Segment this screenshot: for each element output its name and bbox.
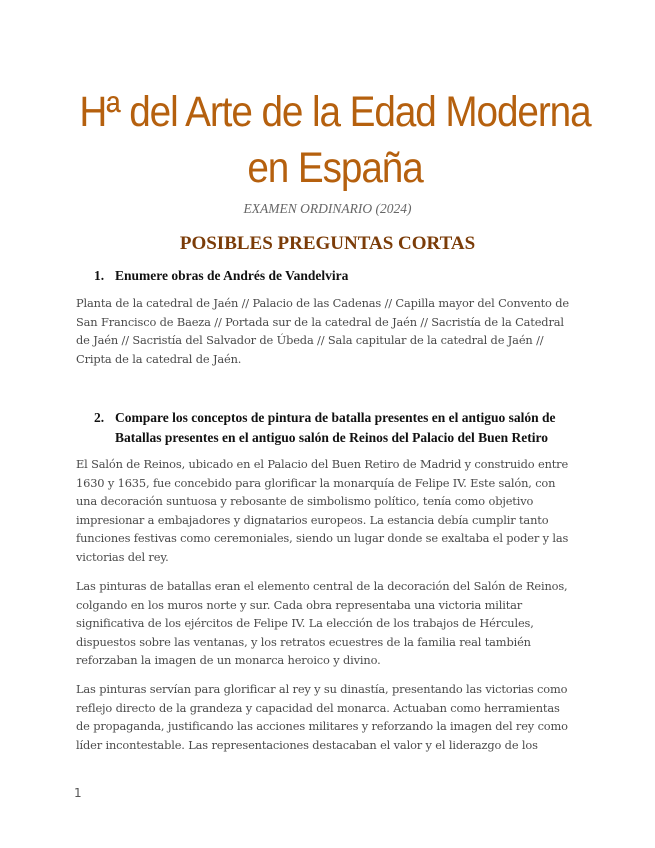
answer-paragraph: Las pinturas servían para glorificar al rey y su dinastía, presentando las victorias como reflejo directo de la grandeza y capacidad del monarca. Actuaban como herramientas de propaganda, justificando las acciones militares y reforzando la imagen del rey como líder incontestable. Las representaciones destacaban el valor y el liderazgo de los xyxy=(76,682,568,752)
question-1-heading xyxy=(96,266,586,286)
question-text: Enumere obras de Andrés de Vandelvira xyxy=(115,268,349,283)
answer-paragraph: Planta de la catedral de Jaén // Palacio de las Cadenas // Capilla mayor del Convento de San Francisco de Baeza // Portada sur de la catedral de Jaén // Sacristía de la Catedral de Jaén // Sacristía del Salvador de Úbeda // Sala capitular de la catedral de Jaén // Cripta de la catedral de Jaén. xyxy=(76,296,569,366)
question-text: Compare los conceptos de pintura de batalla presentes en el antiguo salón de Batallas presentes en el antiguo salón de Reinos del Palacio del Buen Retiro xyxy=(115,410,556,445)
question-2-heading xyxy=(96,408,586,448)
page-number: 1 xyxy=(74,786,82,800)
question-number: 2. xyxy=(94,410,105,425)
question-number: 1. xyxy=(94,268,105,283)
section-heading: POSIBLES PREGUNTAS CORTAS xyxy=(179,233,476,254)
answer-paragraph: Las pinturas de batallas eran el elemento central de la decoración del Salón de Reinos, colgando en los muros norte y sur. Cada obra representaba una victoria militar significativa de los ejércitos de Felipe IV. La elección de los trabajos de Hércules, dispuestos sobre las ventanas, y los retratos ecuestres de la familia real también reforzaban la imagen de un monarca heroico y divino. xyxy=(76,579,568,668)
document-title: Hª del Arte de la Edad Moderna en España xyxy=(79,88,591,192)
document-subtitle: EXAMEN ORDINARIO (2024) xyxy=(243,201,412,216)
answer-paragraph: El Salón de Reinos, ubicado en el Palacio del Buen Retiro de Madrid y construido entre 1630 y 1635, fue concebido para glorificar la monarquía de Felipe IV. Este salón, con una decoración suntuosa y rebosante de simbolismo político, tenía como objetivo impresionar a embajadores y dignatarios europeos. La estancia debía cumplir tanto funciones festivas como ceremoniales, siendo un lugar donde se exaltaba el poder y las victorias del rey. xyxy=(76,457,569,564)
